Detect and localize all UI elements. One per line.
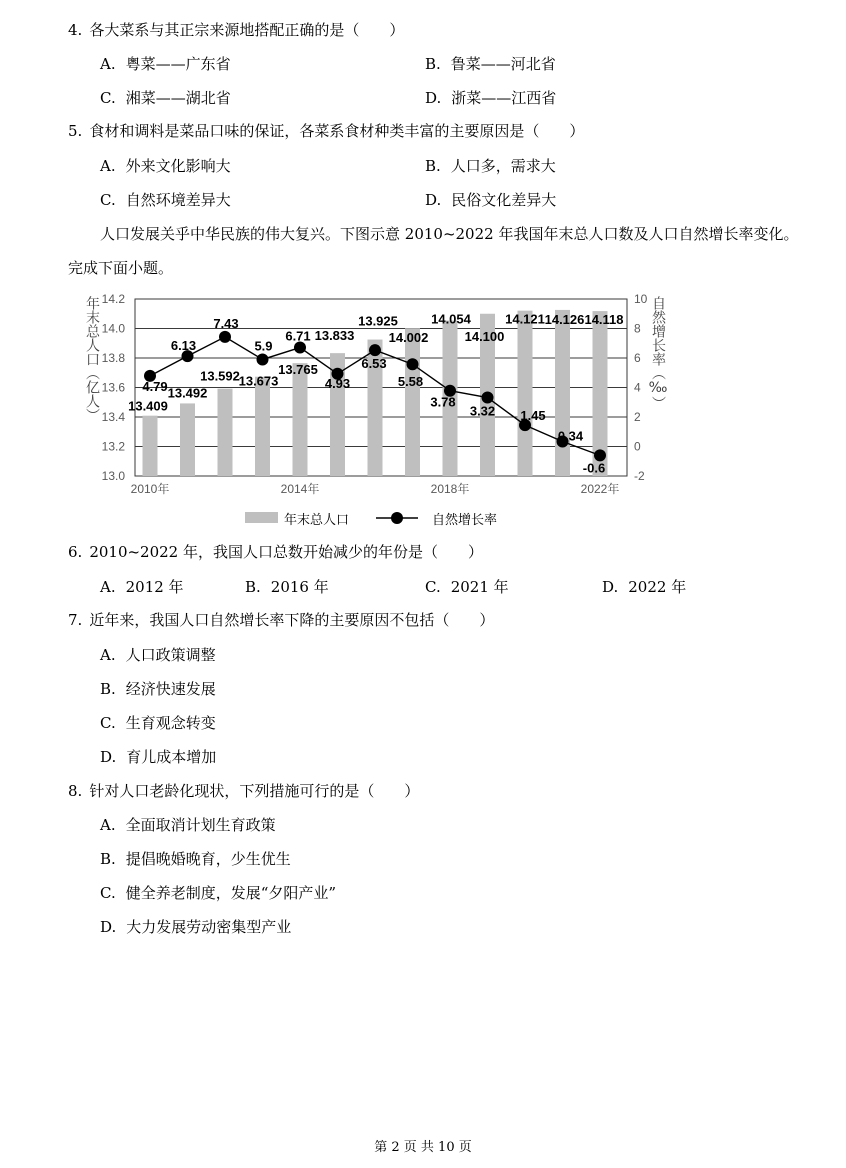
growth-rate-value-label: 6.13 bbox=[170, 338, 197, 354]
passage-prompt: 完成下面小题。 bbox=[68, 259, 174, 277]
option-text: 鲁菜——河北省 bbox=[450, 55, 556, 73]
question-text: 食材和调料是菜品口味的保证，各菜系食材种类丰富的主要原因是（ ） bbox=[89, 122, 585, 140]
x-tick-label: 2010年 bbox=[130, 482, 170, 496]
option-text: 粤菜——广东省 bbox=[125, 55, 231, 73]
option-text: 人口政策调整 bbox=[125, 646, 216, 664]
population-value-label: 13.925 bbox=[358, 313, 398, 329]
question-8-option-b bbox=[100, 849, 291, 869]
passage-text: 人口发展关乎中华民族的伟大复兴。下图示意 2010~2022 年我国年末总人口数及人口自然增长率变化。 bbox=[100, 225, 799, 243]
population-bar-2014 bbox=[293, 363, 308, 476]
question-8-stem bbox=[68, 781, 419, 801]
population-chart bbox=[0, 280, 846, 542]
population-bar-2017 bbox=[405, 328, 420, 476]
option-text: 人口多，需求大 bbox=[450, 157, 556, 175]
option-label: A. bbox=[100, 646, 116, 664]
growth-rate-point-2016 bbox=[369, 344, 381, 356]
option-text: 健全养老制度，发展“夕阳产业” bbox=[125, 884, 337, 902]
population-value-label: 14.126 bbox=[544, 311, 585, 327]
question-number: 4. bbox=[68, 21, 83, 39]
y2-tick-label: 6 bbox=[634, 351, 641, 365]
population-value-label: 13.592 bbox=[200, 368, 240, 384]
population-value-label: 13.833 bbox=[314, 328, 355, 344]
option-text: 育儿成本增加 bbox=[126, 748, 217, 766]
option-label: B. bbox=[245, 578, 261, 596]
question-5-option-b bbox=[425, 156, 556, 176]
growth-rate-value-label: 5.58 bbox=[397, 374, 424, 390]
legend-label-growth-rate: 自然增长率 bbox=[432, 513, 498, 528]
option-text: 民俗文化差异大 bbox=[451, 191, 557, 209]
question-4-stem bbox=[68, 20, 404, 40]
option-label: B. bbox=[100, 850, 116, 868]
population-bar-2020 bbox=[518, 311, 533, 476]
legend-bar-swatch bbox=[245, 512, 278, 523]
y-tick-label: 13.8 bbox=[101, 351, 125, 365]
y-tick-label: 13.4 bbox=[101, 410, 125, 424]
option-text: 湘菜——湖北省 bbox=[125, 89, 231, 107]
legend-point-swatch bbox=[391, 512, 403, 524]
question-number: 6. bbox=[68, 543, 83, 561]
page-footer: 第 2 页 共 10 页 bbox=[374, 1140, 472, 1155]
option-label: D. bbox=[425, 89, 442, 107]
option-label: A. bbox=[100, 578, 116, 596]
y-tick-label: 13.0 bbox=[101, 469, 125, 483]
growth-rate-value-label: 3.78 bbox=[430, 394, 456, 410]
population-bar-2013 bbox=[255, 377, 270, 476]
x-tick-label: 2018年 bbox=[430, 482, 470, 496]
question-5-option-d bbox=[425, 190, 556, 210]
growth-rate-value-label: 5.9 bbox=[254, 338, 273, 354]
growth-rate-value-label: 7.43 bbox=[213, 315, 239, 331]
question-8-option-c bbox=[100, 883, 336, 903]
option-label: D. bbox=[425, 191, 442, 209]
question-8-option-a bbox=[100, 815, 276, 835]
question-7-option-d bbox=[100, 747, 216, 767]
question-4-option-d bbox=[425, 88, 556, 108]
population-value-label: 14.002 bbox=[388, 330, 429, 346]
population-value-label: 14.121 bbox=[505, 311, 545, 327]
y2-tick-label: 2 bbox=[634, 410, 641, 424]
option-text: 大力发展劳动密集型产业 bbox=[126, 918, 292, 936]
growth-rate-value-label: 6.53 bbox=[361, 356, 387, 372]
growth-rate-point-2013 bbox=[257, 353, 269, 365]
y-axis-title: 年末总人口（亿人） bbox=[84, 296, 100, 422]
option-text: 浙菜——江西省 bbox=[451, 89, 557, 107]
question-7-stem bbox=[68, 610, 494, 630]
question-text: 近年来，我国人口自然增长率下降的主要原因不包括（ ） bbox=[89, 611, 495, 629]
question-number: 8. bbox=[68, 782, 83, 800]
option-label: A. bbox=[100, 816, 116, 834]
option-label: C. bbox=[100, 714, 116, 732]
question-6-option-a bbox=[100, 577, 184, 597]
question-number: 7. bbox=[68, 611, 83, 629]
growth-rate-value-label: 6.71 bbox=[285, 328, 311, 344]
y2-tick-label: 0 bbox=[634, 439, 641, 454]
option-text: 2022 年 bbox=[628, 578, 687, 596]
option-text: 经济快速发展 bbox=[125, 680, 216, 698]
question-7-option-c bbox=[100, 713, 216, 733]
population-bar-2012 bbox=[218, 389, 233, 476]
question-6-option-d bbox=[602, 577, 686, 597]
option-text: 提倡晚婚晚育，少生优生 bbox=[125, 850, 291, 868]
population-value-label: 13.765 bbox=[278, 362, 318, 378]
y2-axis-title: 自然增长率（‰） bbox=[650, 296, 666, 410]
growth-rate-value-label: -0.6 bbox=[582, 460, 606, 476]
question-text: 2010~2022 年，我国人口总数开始减少的年份是（ ） bbox=[89, 543, 483, 561]
population-bar-2021 bbox=[555, 310, 570, 476]
question-5-stem bbox=[68, 121, 584, 141]
option-label: B. bbox=[100, 680, 116, 698]
y2-tick-label: 4 bbox=[634, 380, 641, 395]
option-label: D. bbox=[100, 748, 117, 766]
y-tick-label: 13.2 bbox=[101, 439, 125, 454]
option-label: A. bbox=[100, 55, 116, 73]
x-tick-label: 2022年 bbox=[580, 482, 620, 496]
question-text: 针对人口老龄化现状，下列措施可行的是（ ） bbox=[89, 782, 420, 800]
growth-rate-point-2012 bbox=[219, 331, 231, 343]
growth-rate-point-2017 bbox=[407, 358, 419, 370]
option-label: D. bbox=[100, 918, 117, 936]
x-tick-label: 2014年 bbox=[280, 482, 320, 496]
population-bar-2010 bbox=[143, 416, 158, 476]
population-value-label: 13.673 bbox=[238, 373, 279, 389]
question-7-option-a bbox=[100, 645, 216, 665]
y-tick-label: 13.6 bbox=[101, 380, 125, 395]
growth-rate-value-label: 1.45 bbox=[520, 408, 546, 424]
population-value-label: 13.492 bbox=[167, 385, 208, 401]
population-value-label: 13.409 bbox=[128, 398, 168, 414]
y2-tick-label: -2 bbox=[634, 469, 645, 483]
question-6-option-c bbox=[425, 577, 509, 597]
option-label: C. bbox=[100, 191, 116, 209]
question-5-option-c bbox=[100, 190, 231, 210]
option-label: D. bbox=[602, 578, 619, 596]
option-text: 自然环境差异大 bbox=[125, 191, 231, 209]
option-text: 2016 年 bbox=[270, 578, 329, 596]
question-text: 各大菜系与其正宗来源地搭配正确的是（ ） bbox=[89, 21, 405, 39]
question-5-option-a bbox=[100, 156, 231, 176]
option-text: 外来文化影响大 bbox=[125, 157, 231, 175]
option-label: B. bbox=[425, 55, 441, 73]
question-8-option-d bbox=[100, 917, 291, 937]
growth-rate-value-label: 4.93 bbox=[324, 375, 351, 391]
option-text: 2012 年 bbox=[125, 578, 184, 596]
question-number: 5. bbox=[68, 122, 83, 140]
option-text: 2021 年 bbox=[450, 578, 509, 596]
question-4-option-a bbox=[100, 54, 231, 74]
growth-rate-value-label: 3.32 bbox=[469, 403, 496, 419]
question-4-option-c bbox=[100, 88, 231, 108]
growth-rate-value-label: 4.79 bbox=[142, 378, 168, 394]
legend-label-population: 年末总人口 bbox=[284, 513, 350, 528]
growth-rate-point-2019 bbox=[482, 392, 494, 404]
option-label: C. bbox=[425, 578, 441, 596]
population-value-label: 14.100 bbox=[464, 328, 505, 344]
question-7-option-b bbox=[100, 679, 216, 699]
y-tick-label: 14.0 bbox=[101, 321, 125, 336]
y-tick-label: 14.2 bbox=[101, 292, 125, 306]
option-text: 全面取消计划生育政策 bbox=[125, 816, 276, 834]
population-value-label: 14.118 bbox=[584, 312, 624, 328]
growth-rate-value-label: 0.34 bbox=[557, 428, 584, 444]
population-value-label: 14.054 bbox=[431, 311, 471, 327]
option-label: B. bbox=[425, 157, 441, 175]
population-bar-2011 bbox=[180, 403, 195, 476]
question-4-option-b bbox=[425, 54, 556, 74]
y2-tick-label: 10 bbox=[634, 292, 648, 306]
option-label: C. bbox=[100, 89, 116, 107]
question-6-stem bbox=[68, 542, 483, 562]
option-text: 生育观念转变 bbox=[125, 714, 216, 732]
y2-tick-label: 8 bbox=[634, 321, 641, 336]
option-label: A. bbox=[100, 157, 116, 175]
option-label: C. bbox=[100, 884, 116, 902]
question-6-option-b bbox=[245, 577, 329, 597]
